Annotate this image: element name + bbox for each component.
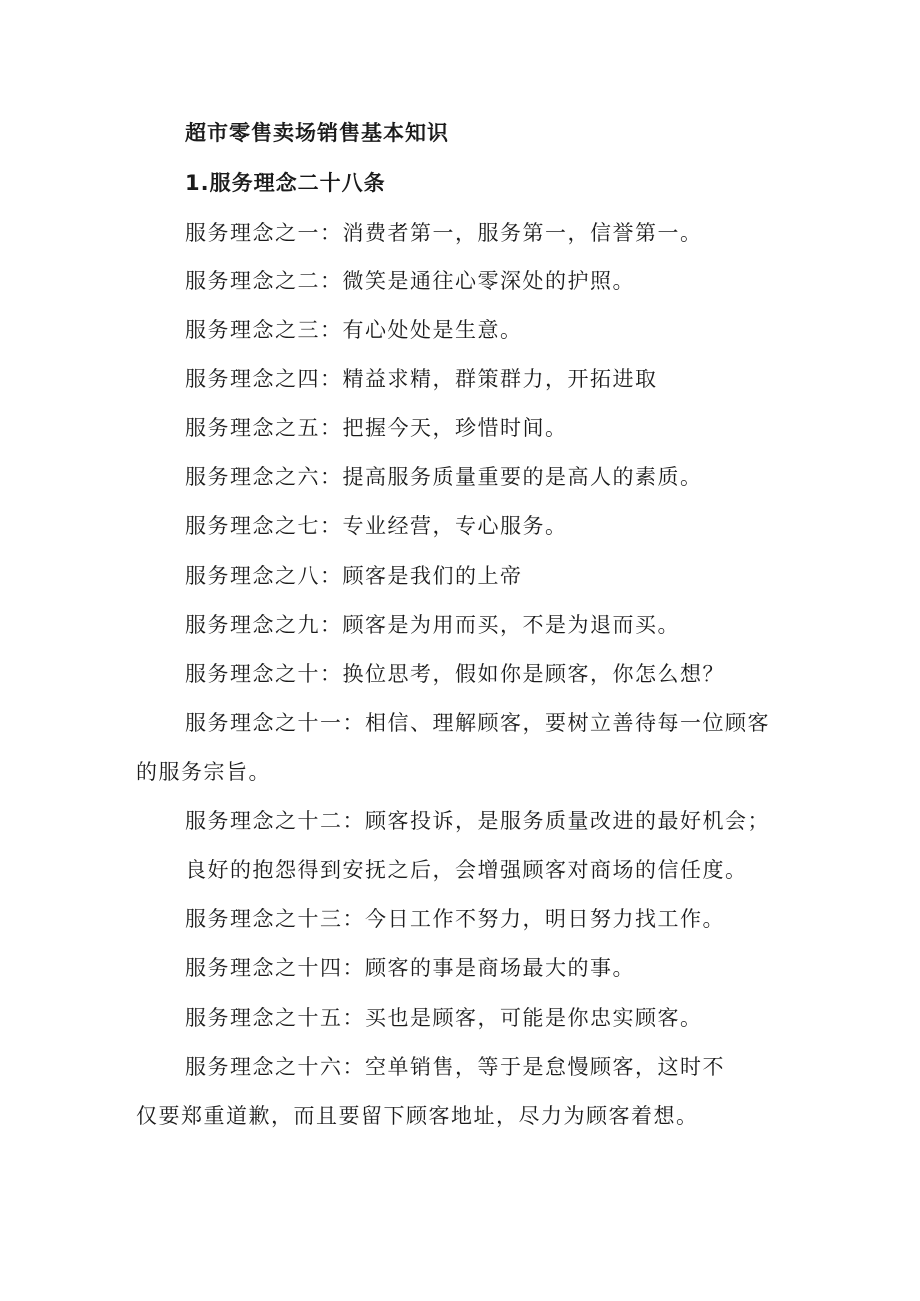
paragraph-line: 的服务宗旨。	[136, 760, 271, 784]
paragraph-line: 服务理念之十五：买也是顾客，可能是你忠实顾客。	[185, 1006, 703, 1030]
paragraph-line: 服务理念之八：顾客是我们的上帝	[185, 564, 523, 588]
paragraph-line: 服务理念之十：换位思考，假如你是顾客，你怎么想？	[185, 662, 725, 686]
paragraph-line: 服务理念之五：把握今天，珍惜时间。	[185, 416, 568, 440]
section-heading: 1.服务理念二十八条	[185, 171, 386, 195]
paragraph-line: 服务理念之十四：顾客的事是商场最大的事。	[185, 956, 635, 980]
paragraph-line: 服务理念之十六：空单销售，等于是怠慢顾客，这时不	[185, 1055, 725, 1079]
document-title: 超市零售卖场销售基本知识	[185, 121, 449, 145]
paragraph-line: 服务理念之四：精益求精，群策群力，开拓进取	[185, 367, 658, 391]
paragraph-line: 服务理念之六：提高服务质量重要的是高人的素质。	[185, 465, 703, 489]
paragraph-line: 服务理念之十三：今日工作不努力，明日努力找工作。	[185, 907, 725, 931]
paragraph-line: 良好的抱怨得到安抚之后，会增强顾客对商场的信任度。	[185, 858, 748, 882]
paragraph-line: 服务理念之九：顾客是为用而买，不是为退而买。	[185, 613, 680, 637]
paragraph-line: 服务理念之二：微笑是通往心零深处的护照。	[185, 269, 635, 293]
paragraph-line: 服务理念之一：消费者第一，服务第一，信誉第一。	[185, 221, 703, 245]
paragraph-line: 服务理念之三：有心处处是生意。	[185, 318, 523, 342]
paragraph-line: 仅要郑重道歉，而且要留下顾客地址，尽力为顾客着想。	[136, 1104, 699, 1128]
paragraph-line: 服务理念之七：专业经营，专心服务。	[185, 514, 568, 538]
paragraph-line: 服务理念之十二：顾客投诉，是服务质量改进的最好机会；	[185, 809, 770, 833]
paragraph-line: 服务理念之十一：相信、理解顾客，要树立善待每一位顾客	[185, 711, 770, 735]
